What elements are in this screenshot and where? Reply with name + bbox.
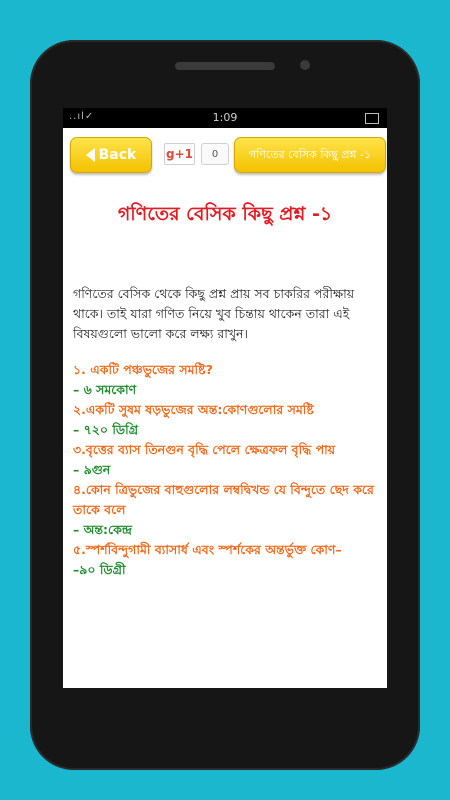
question-2: ২.একটি সুষম ষড়ভুজের অন্ত:কোণগুলোর সমষ্টি bbox=[73, 402, 314, 417]
article-content bbox=[63, 200, 387, 580]
answer-2: – ৭২০ ডিগ্রি bbox=[73, 422, 139, 437]
phone-speaker bbox=[175, 62, 275, 70]
answer-4: – অন্ত:কেন্দ্র bbox=[73, 522, 132, 537]
question-1: ১. একটি পঞ্চভুজের সমষ্টি? bbox=[73, 362, 213, 377]
question-3: ৩.বৃত্তের ব্যাস তিনগুন বৃদ্ধি পেলে ক্ষেত্রফল বৃদ্ধি পায় bbox=[73, 442, 336, 457]
answer-3: – ৯গুন bbox=[73, 462, 111, 477]
page-title: গণিতের বেসিক কিছু প্রশ্ন -১ bbox=[117, 203, 333, 225]
battery-icon bbox=[365, 113, 379, 124]
toolbar bbox=[63, 128, 387, 180]
back-arrow-icon bbox=[86, 148, 95, 162]
title-button[interactable]: গণিতের বেসিক কিছু প্রশ্ন -১ bbox=[234, 137, 386, 173]
question-5: ৫.স্পর্শবিন্দুগামী ব্যাসার্ধ এবং স্পর্শকের অন্তর্ভুক্ত কোণ– bbox=[73, 542, 342, 557]
qa-list bbox=[73, 360, 377, 580]
google-plus-count: 0 bbox=[201, 143, 229, 165]
signal-icon: ..ıl✓ bbox=[69, 111, 95, 122]
answer-1: – ৬ সমকোণ bbox=[73, 382, 137, 397]
google-plus-button[interactable]: g+1 bbox=[164, 143, 195, 165]
back-button[interactable] bbox=[70, 137, 152, 173]
back-button-label: Back bbox=[98, 147, 137, 163]
intro-paragraph: গণিতের বেসিক থেকে কিছু প্রশ্ন প্রায় সব চাকরির পরীক্ষায় থাকে। তাই যারা গণিত নিয়ে খুব চিন্তায় থাকেন তারা এই বিষয়গুলো ভালো করে লক্ষ্য রাখুন। bbox=[73, 286, 355, 341]
answer-5: –৯০ ডিগ্রী bbox=[73, 562, 126, 577]
phone-camera bbox=[300, 60, 310, 70]
status-time: 1:09 bbox=[212, 111, 238, 124]
app-screen bbox=[63, 108, 387, 688]
status-bar bbox=[63, 108, 387, 128]
question-4: ৪.কোন ত্রিভুজের বাহুগুলোর লম্বদ্বিখন্ড যে বিন্দুতে ছেদ করে তাকে বলে bbox=[73, 482, 374, 517]
